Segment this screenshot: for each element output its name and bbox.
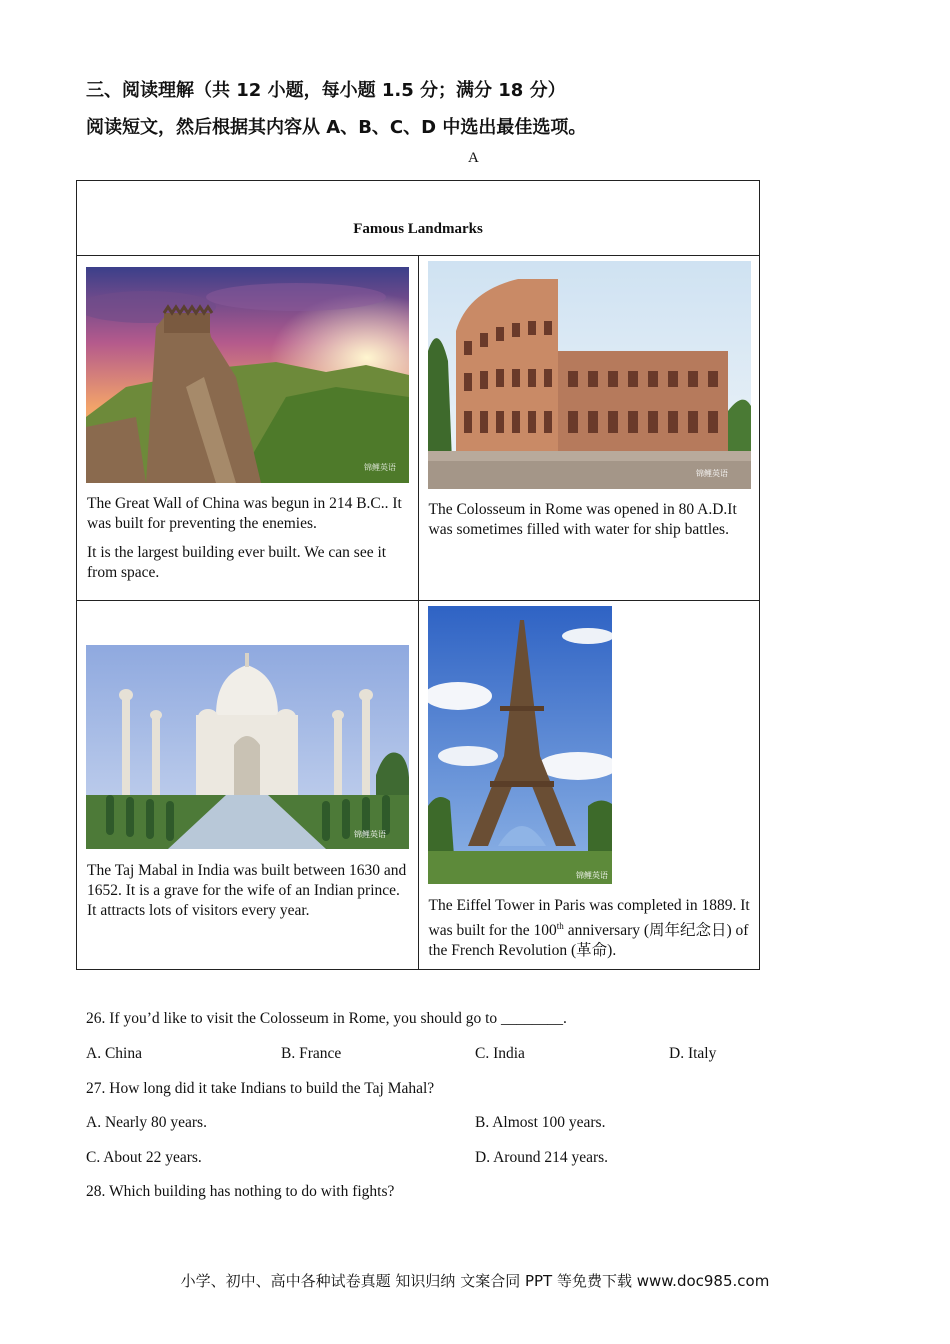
passage-letter: A: [468, 150, 479, 166]
q27-option-c[interactable]: C. About 22 years.: [86, 1149, 202, 1166]
eiffel-watermark: 锦鲤英语: [575, 871, 608, 880]
great-wall-image: [86, 267, 409, 483]
q26-option-b[interactable]: B. France: [281, 1045, 342, 1062]
q27-option-b[interactable]: B. Almost 100 years.: [475, 1114, 606, 1131]
colosseum-watermark: 锦鲤英语: [695, 469, 728, 478]
q27-option-d[interactable]: D. Around 214 years.: [475, 1149, 609, 1166]
great-wall-cell: [77, 256, 419, 601]
great-wall-watermark: 锦鲤英语: [364, 463, 396, 472]
colosseum-cell: [418, 256, 760, 601]
q26-option-d[interactable]: D. Italy: [669, 1045, 717, 1062]
q26-option-c[interactable]: C. India: [475, 1045, 525, 1062]
great-wall-text-1: The Great Wall of China was begun in 214 B.C.. It was built for preventing the enemies.: [87, 495, 402, 532]
table-header: [77, 181, 760, 256]
taj-mahal-text: The Taj Mabal in India was built between 1630 and 1652. It is a grave for the wife of an Indian prince. It attracts lots of visitors every year.: [87, 862, 407, 919]
instruction: 阅读短文，然后根据其内容从 A、B、C、D 中选出最佳选项。: [86, 117, 587, 138]
taj-mahal-cell: [77, 601, 419, 970]
eiffel-text: The Eiffel Tower in Paris was completed in 1889. It was built for the 100th anniversary (周年纪念日) of the French Revolution (革命).: [428, 897, 750, 960]
question-27-stem: 27. How long did it take Indians to build the Taj Mahal?: [86, 1080, 435, 1097]
great-wall-text-2: It is the largest building ever built. We can see it from space.: [87, 544, 387, 581]
eiffel-tower-image: [428, 606, 612, 884]
q26-option-a[interactable]: A. China: [86, 1045, 142, 1062]
section-title: 三、阅读理解（共 12 小题，每小题 1.5 分；满分 18 分）: [86, 80, 566, 101]
colosseum-text: The Colosseum in Rome was opened in 80 A.D.It was sometimes filled with water for ship battles.: [428, 501, 737, 538]
table-title: Famous Landmarks: [353, 221, 483, 237]
question-26-stem: 26. If you’d like to visit the Colosseum in Rome, you should go to ________.: [86, 1010, 567, 1027]
taj-mahal-image: [86, 645, 409, 849]
taj-mahal-watermark: 锦鲤英语: [354, 830, 386, 839]
page-footer: 小学、初中、高中各种试卷真题 知识归纳 文案合同 PPT 等免费下载 www.doc985.com: [180, 1272, 770, 1290]
eiffel-cell: [418, 601, 760, 970]
colosseum-image: [428, 261, 751, 489]
question-28-stem: 28. Which building has nothing to do with fights?: [86, 1183, 395, 1200]
q27-option-a[interactable]: A. Nearly 80 years.: [86, 1114, 207, 1131]
landmarks-table: [76, 180, 760, 970]
